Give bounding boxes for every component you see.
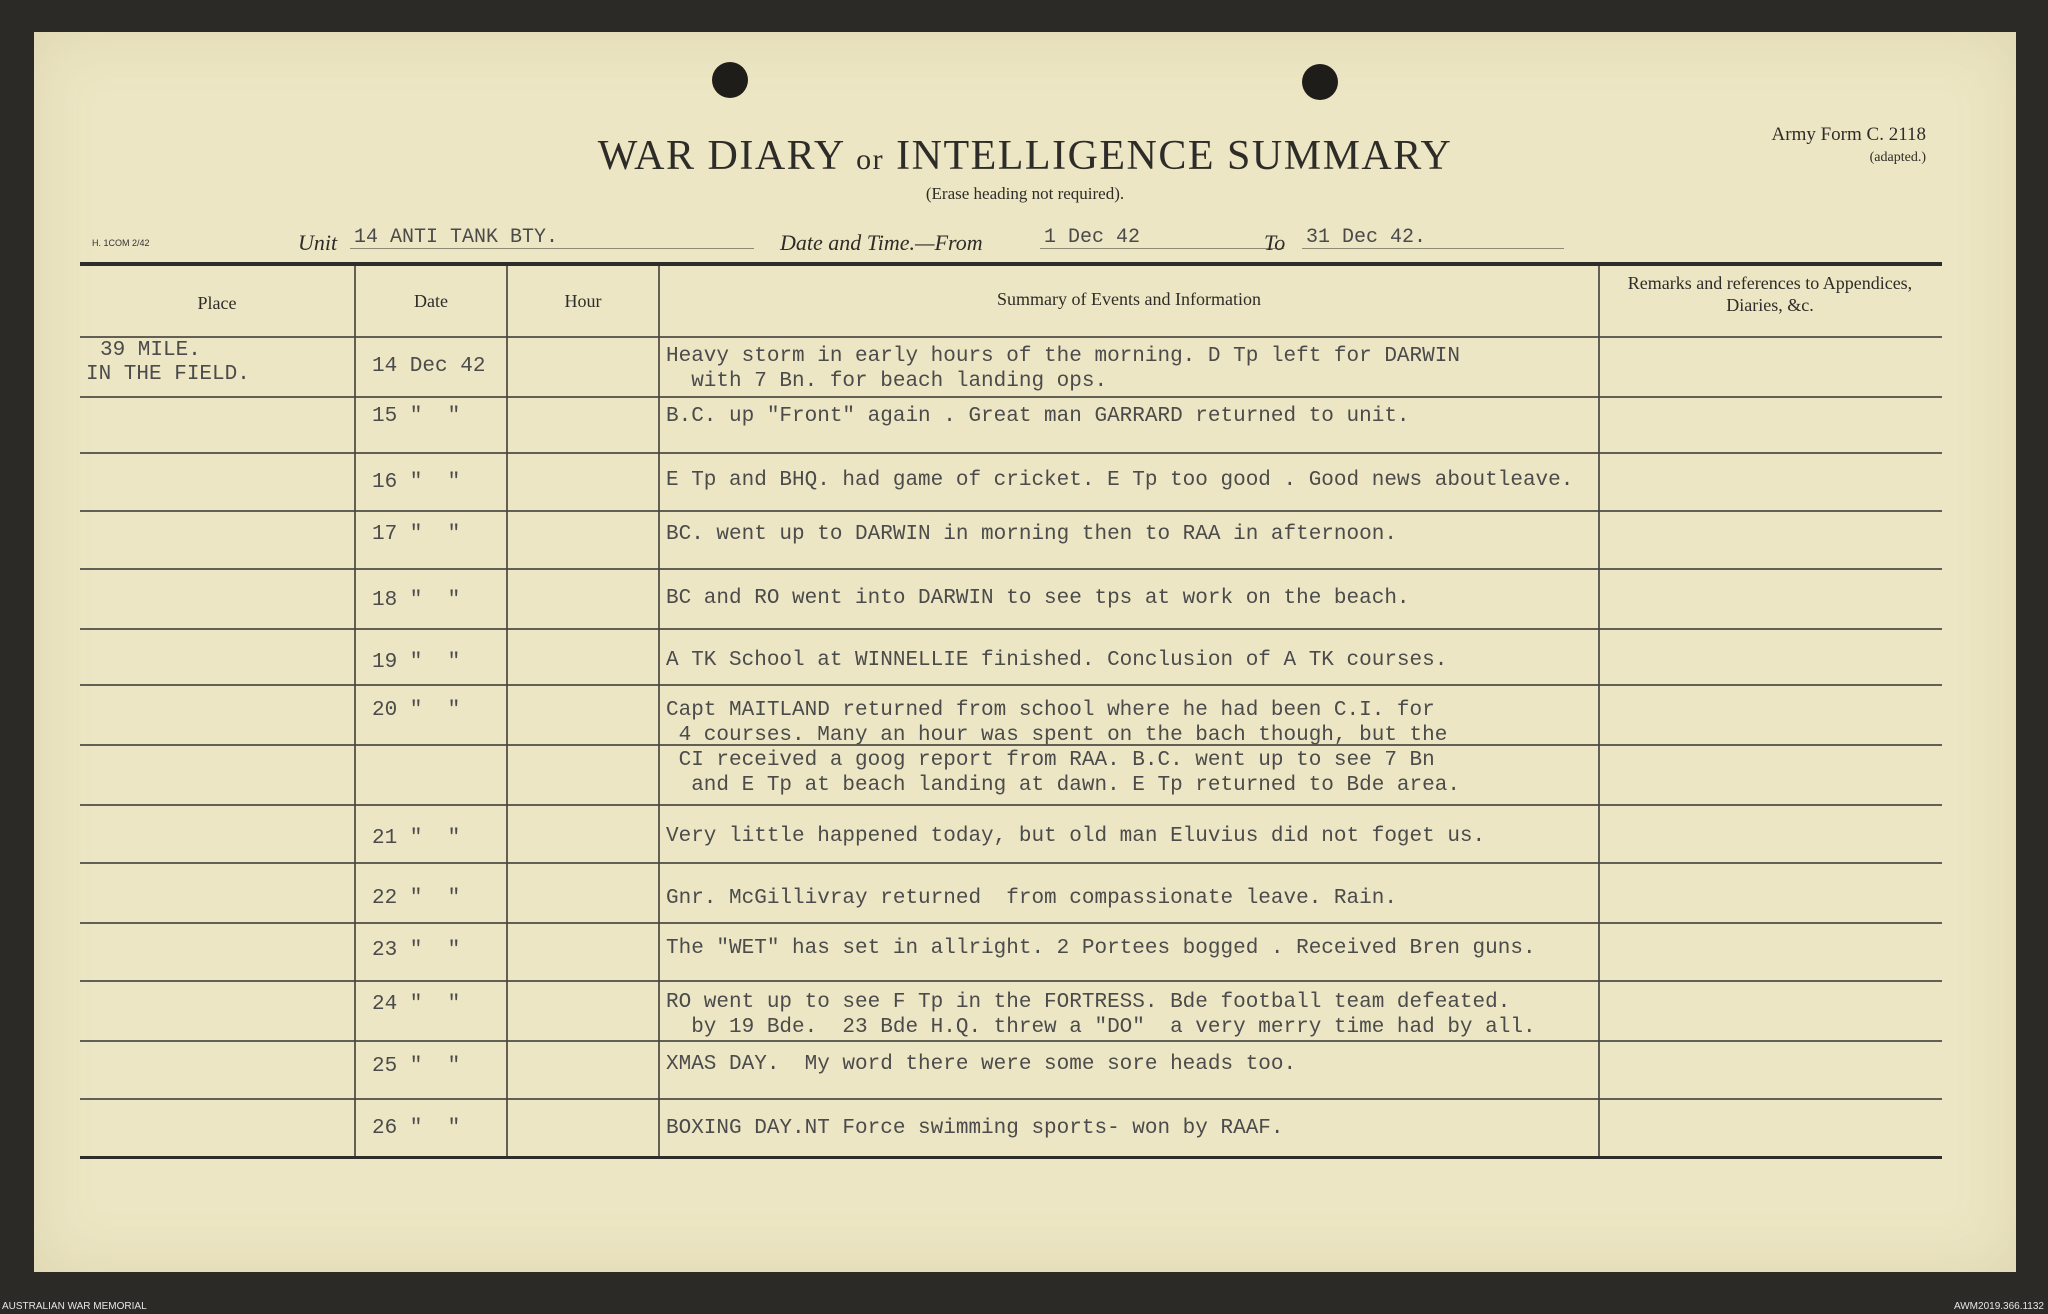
col-divider-date-hour: [506, 266, 508, 1156]
entry-date: 25 " ": [372, 1055, 461, 1078]
row-line: [80, 568, 1942, 570]
form-reference: [1772, 124, 1926, 166]
title-part-2: INTELLIGENCE SUMMARY: [896, 133, 1453, 179]
entry-summary: Capt MAITLAND returned from school where he had been C.I. for 4 courses. Many an hour was spent on the bach though, but the CI received a goog report from RAA. B.C. went up to see 7 Bn and E Tp at beach landing at dawn. E Tp returned to Bde area.: [666, 699, 1460, 797]
entry-summary: The "WET" has set in allright. 2 Portees bogged . Received Bren guns.: [666, 937, 1536, 960]
footer-right: AWM2019.366.1132: [1953, 1301, 2044, 1312]
entry-date: 15 " ": [372, 405, 461, 428]
entry-summary: Heavy storm in early hours of the morning. D Tp left for DARWIN with 7 Bn. for beach landing ops.: [666, 345, 1460, 393]
footer-left: AUSTRALIAN WAR MEMORIAL: [2, 1301, 147, 1312]
row-line: [80, 628, 1942, 630]
header-summary: Summary of Events and Information: [997, 289, 1261, 309]
to-underline: [1302, 248, 1564, 249]
entry-date: 22 " ": [372, 887, 461, 910]
row-line: [80, 452, 1942, 454]
form-ref-line-2: (adapted.): [1869, 150, 1926, 165]
entry-summary: RO went up to see F Tp in the FORTRESS. Bde football team defeated. by 19 Bde. 23 Bde H.Q. threw a "DO" a very merry time had by all.: [666, 991, 1536, 1039]
from-underline: [1040, 248, 1284, 249]
entry-date: 20 " ": [372, 699, 461, 722]
col-divider-summary-remarks: [1598, 266, 1600, 1156]
entry-date: 19 " ": [372, 651, 461, 674]
diary-page: [34, 32, 2016, 1272]
page-subtitle: (Erase heading not required).: [925, 184, 1125, 203]
entry-date: 14 Dec 42: [372, 355, 486, 378]
entry-date: 21 " ": [372, 827, 461, 850]
col-divider-hour-summary: [658, 266, 660, 1156]
unit-label: Unit: [298, 230, 338, 255]
page-title: [34, 132, 2016, 180]
row-line: [80, 1040, 1942, 1042]
title-or: or: [856, 143, 885, 176]
row-line: [80, 1098, 1942, 1100]
entry-date: 18 " ": [372, 589, 461, 612]
header-hour: Hour: [564, 291, 602, 311]
row-line: [80, 980, 1942, 982]
header-date: Date: [414, 291, 448, 311]
punch-hole-left: [712, 62, 748, 98]
header-place: Place: [197, 293, 237, 313]
row-line: [80, 396, 1942, 398]
row-line: [80, 510, 1942, 512]
row-line: [80, 922, 1942, 924]
to-value: 31 Dec 42.: [1306, 226, 1427, 249]
to-label: To: [1264, 230, 1286, 255]
entry-summary: B.C. up "Front" again . Great man GARRARD returned to unit.: [666, 405, 1410, 428]
table-bottom-rule: [80, 1156, 1942, 1159]
entry-summary: XMAS DAY. My word there were some sore heads too.: [666, 1053, 1297, 1076]
entry-summary: BC. went up to DARWIN in morning then to RAA in afternoon.: [666, 523, 1397, 546]
form-ref-line-1: Army Form C. 2118: [1771, 124, 1926, 145]
entry-summary: Gnr. McGillivray returned from compassionate leave. Rain.: [666, 887, 1397, 910]
entry-summary: A TK School at WINNELLIE finished. Conclusion of A TK courses.: [666, 649, 1448, 672]
entry-summary: BC and RO went into DARWIN to see tps at work on the beach.: [666, 587, 1410, 610]
entry-summary: BOXING DAY.NT Force swimming sports- won by RAAF.: [666, 1117, 1284, 1140]
unit-underline: [350, 248, 754, 249]
entry-summary: Very little happened today, but old man Eluvius did not foget us.: [666, 825, 1486, 848]
place-line-2: IN THE FIELD.: [86, 363, 250, 386]
header-remarks: Remarks and references to Appendices, Diaries, &c.: [1627, 273, 1913, 315]
datetime-label: Date and Time.—From: [780, 230, 983, 255]
row-line: [80, 804, 1942, 806]
entry-summary: E Tp and BHQ. had game of cricket. E Tp too good . Good news aboutleave.: [666, 469, 1574, 492]
entry-date: 23 " ": [372, 939, 461, 962]
punch-hole-right: [1302, 64, 1338, 100]
row-line: [80, 684, 1942, 686]
entry-date: 24 " ": [372, 993, 461, 1016]
print-code: H. 1COM 2/42: [92, 238, 150, 248]
table-top-rule: [80, 262, 1942, 266]
unit-value: 14 ANTI TANK BTY.: [354, 226, 559, 249]
row-line: [80, 336, 1942, 338]
place-line-1: 39 MILE.: [100, 339, 201, 362]
entry-date: 17 " ": [372, 523, 461, 546]
entry-date: 16 " ": [372, 471, 461, 494]
from-value: 1 Dec 42: [1044, 226, 1141, 249]
title-part-1: WAR DIARY: [597, 133, 845, 179]
row-line: [80, 862, 1942, 864]
entry-date: 26 " ": [372, 1117, 461, 1140]
col-divider-place-date: [354, 266, 356, 1156]
